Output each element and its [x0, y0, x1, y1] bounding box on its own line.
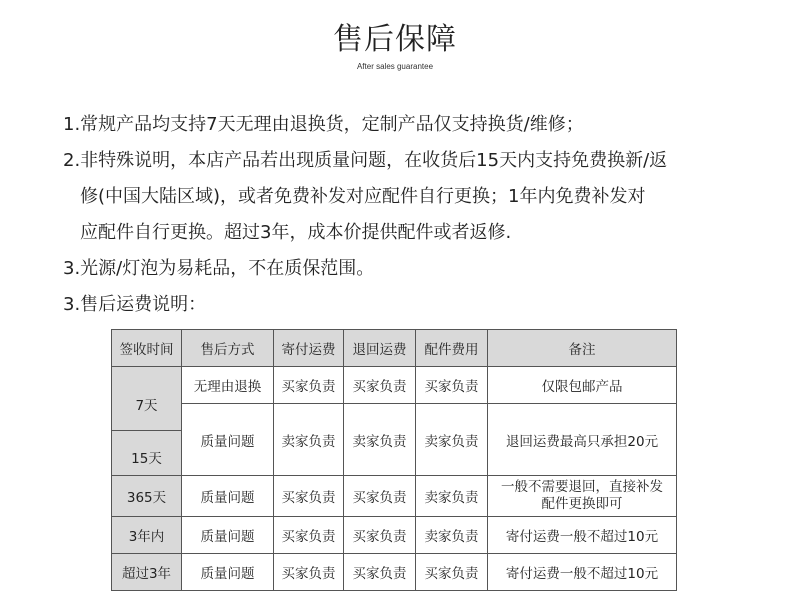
table-header-row [112, 330, 677, 367]
policy-item-2-line-1: 2.非特殊说明，本店产品若出现质量问题，在收货后15天内支持免费换新/返 [63, 150, 668, 171]
cell-return-fee: 卖家负责 [344, 404, 416, 476]
policy-list [63, 107, 763, 323]
table-row [112, 476, 677, 517]
header-method: 售后方式 [182, 330, 274, 367]
policy-item-2-line-3: 应配件自行更换。超过3年，成本价提供配件或者返修. [80, 222, 512, 243]
cell-note [488, 476, 677, 517]
table-row [112, 554, 677, 591]
cell-return-fee: 买家负责 [344, 554, 416, 591]
cell-time-15-days: 15天 [112, 431, 182, 476]
policy-item-4: 3.售后运费说明： [63, 294, 207, 315]
cell-parts-fee: 买家负责 [416, 367, 488, 404]
policy-item-3: 3.光源/灯泡为易耗品，不在质保范围。 [63, 258, 375, 279]
cell-note-line-1: 一般不需要退回，直接补发 [501, 479, 663, 495]
page-subtitle: After sales guarantee [356, 62, 434, 71]
cell-note-line-2: 配件更换即可 [541, 496, 623, 512]
header-send-fee: 寄付运费 [274, 330, 344, 367]
table-row [112, 517, 677, 554]
cell-method: 质量问题 [182, 517, 274, 554]
cell-method: 质量问题 [182, 404, 274, 476]
cell-note: 退回运费最高只承担20元 [488, 404, 677, 476]
cell-send-fee: 卖家负责 [274, 404, 344, 476]
cell-method: 无理由退换 [182, 367, 274, 404]
cell-note: 仅限包邮产品 [488, 367, 677, 404]
table-row [112, 404, 677, 431]
header-note: 备注 [488, 330, 677, 367]
header-return-fee: 退回运费 [344, 330, 416, 367]
policy-item-2-line-2: 修(中国大陆区域)，或者免费补发对应配件自行更换；1年内免费补发对 [80, 186, 646, 207]
cell-time: 超过3年 [112, 554, 182, 591]
cell-parts-fee: 买家负责 [416, 554, 488, 591]
cell-method: 质量问题 [182, 476, 274, 517]
shipping-fee-table [111, 329, 677, 591]
cell-send-fee: 买家负责 [274, 476, 344, 517]
cell-parts-fee: 卖家负责 [416, 476, 488, 517]
header-sign-time: 签收时间 [112, 330, 182, 367]
cell-return-fee: 买家负责 [344, 517, 416, 554]
cell-parts-fee: 卖家负责 [416, 404, 488, 476]
cell-note: 寄付运费一般不超过10元 [488, 517, 677, 554]
policy-item-1: 1.常规产品均支持7天无理由退换货，定制产品仅支持换货/维修； [63, 114, 584, 135]
cell-return-fee: 买家负责 [344, 476, 416, 517]
cell-note: 寄付运费一般不超过10元 [488, 554, 677, 591]
cell-parts-fee: 卖家负责 [416, 517, 488, 554]
page-title: 售后保障 [333, 22, 457, 57]
cell-method: 质量问题 [182, 554, 274, 591]
cell-time: 365天 [112, 476, 182, 517]
cell-send-fee: 买家负责 [274, 367, 344, 404]
cell-send-fee: 买家负责 [274, 554, 344, 591]
cell-return-fee: 买家负责 [344, 367, 416, 404]
table-row [112, 367, 677, 404]
cell-time-7-days: 7天 [112, 367, 182, 431]
header-parts-fee: 配件费用 [416, 330, 488, 367]
cell-send-fee: 买家负责 [274, 517, 344, 554]
cell-time: 3年内 [112, 517, 182, 554]
